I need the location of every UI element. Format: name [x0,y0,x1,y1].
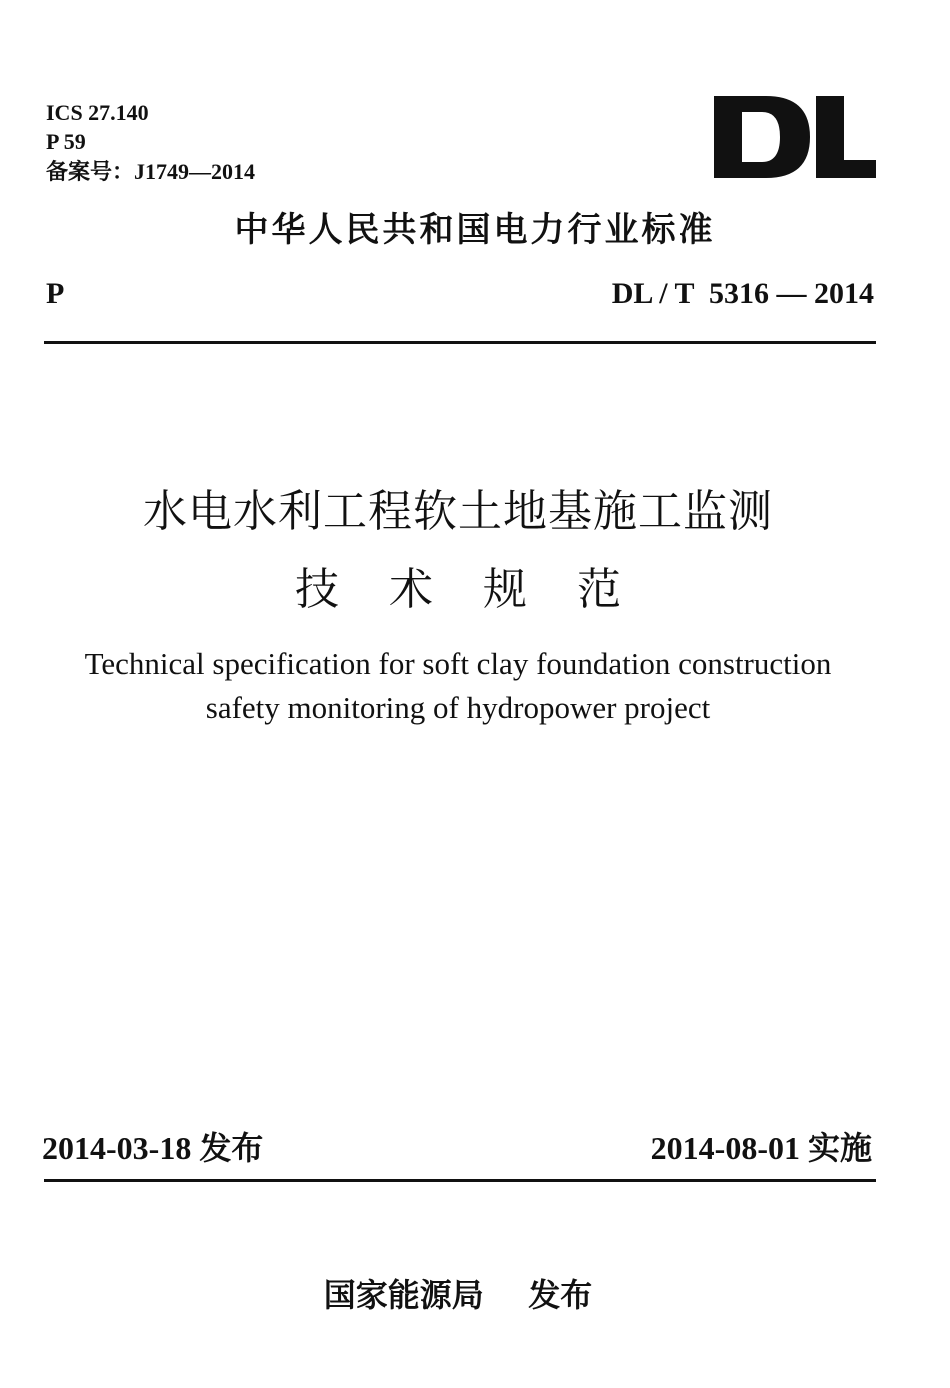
header-divider [44,341,876,344]
standard-category: 中华人民共和国电力行业标准 [234,210,716,250]
issuing-authority: 国家能源局 发布 [323,1276,593,1314]
dl-logo [714,96,876,178]
filing-number: 备案号：J1749—2014 [46,159,256,184]
title-english-line1: Technical specification for soft clay foundation construction [84,646,832,681]
date-divider [44,1179,876,1182]
title-english-line2: safety monitoring of hydropower project [205,690,711,725]
publish-date: 2014-03-18 发布 [42,1130,264,1166]
standard-number: DL / T 5316 — 2014 [611,277,874,310]
standard-class-letter: P [46,277,65,310]
classification-code: P 59 [46,129,86,154]
title-chinese-line2: 技术规范 [295,564,671,615]
ics-code: ICS 27.140 [46,100,149,125]
title-chinese-line1: 水电水利工程软土地基施工监测 [143,486,773,537]
dl-logo-letter-l [816,96,876,178]
effective-date: 2014-08-01 实施 [650,1130,872,1166]
dl-logo-letter-d [714,96,810,178]
